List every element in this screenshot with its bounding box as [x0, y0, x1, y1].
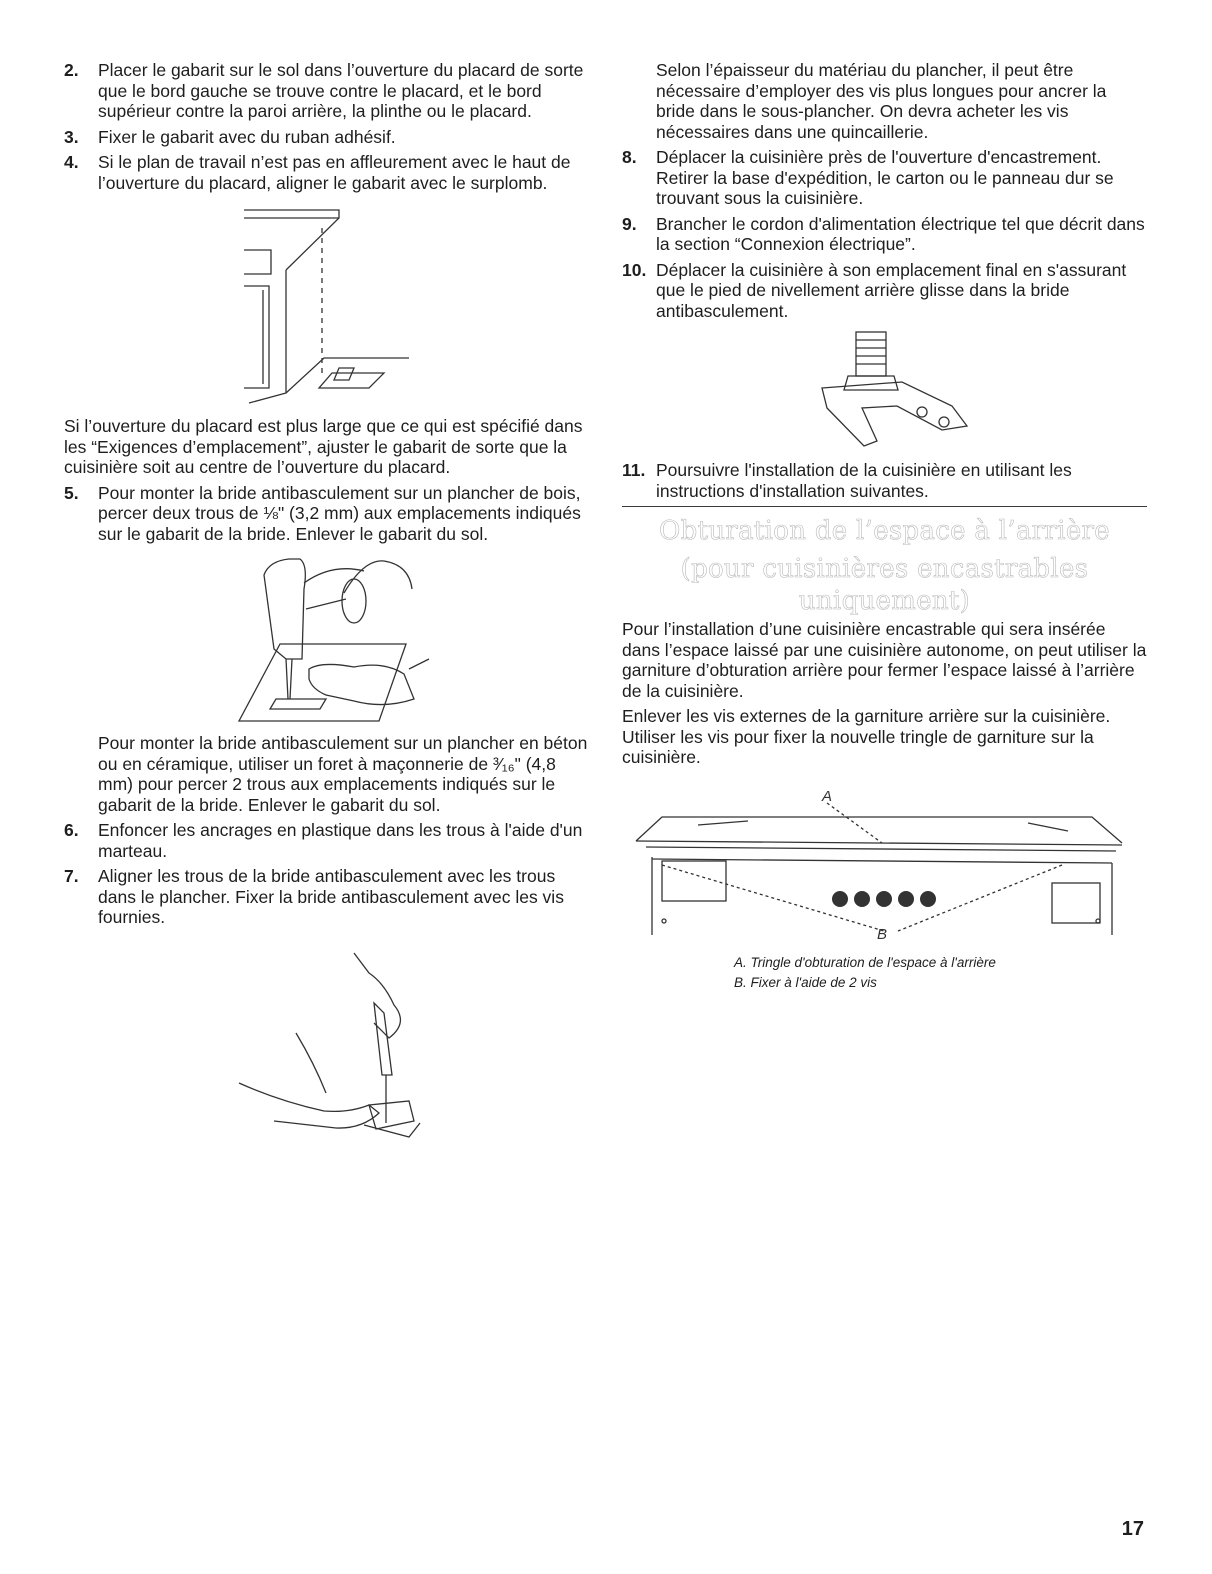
left-column — [64, 60, 594, 1154]
floor-material-paragraph: Selon l’épaisseur du matériau du plancher, il peut être nécessaire d’employer des vis plus longues pour ancrer la bride dans le sous-plancher. On devra acheter les vis nécessaires dans une quincaillerie. — [656, 60, 1107, 142]
step-4 — [64, 152, 594, 193]
step-number: 10. — [622, 259, 647, 280]
label-b: B — [877, 925, 888, 943]
step-3 — [64, 127, 594, 148]
step-7 — [64, 866, 594, 928]
step-text: Si le plan de travail n’est pas en affleurement avec le haut de l’ouverture du placard, aligner le gabarit avec le surplomb. — [98, 152, 571, 193]
step-number: 8. — [622, 147, 637, 167]
section-title-line-2: (pour cuisinières encastrables uniquement) — [680, 554, 1089, 616]
step-5 — [64, 483, 594, 545]
step-number: 3. — [64, 126, 79, 147]
step-10 — [622, 260, 1147, 322]
install-paragraph: Pour l’installation d’une cuisinière encastrable qui sera insérée dans l’espace laissé par une cuisinière autonome, on peut utiliser la garniture d’obturation arrière pour fermer l’espace laissé à l’arrière de la cuisinière. — [622, 619, 1147, 701]
screwdriver-illustration — [64, 933, 594, 1148]
label-a: A — [822, 787, 833, 805]
step-number: 11. — [622, 460, 646, 480]
step-text: Brancher le cordon d'alimentation électrique tel que décrit dans la section “Connexion électrique”. — [656, 213, 1145, 254]
step-number: 5. — [64, 482, 79, 503]
step-11 — [622, 460, 1147, 501]
section-divider — [622, 506, 1147, 507]
step-9 — [622, 214, 1147, 255]
step-8 — [622, 147, 1147, 209]
concrete-floor-paragraph: Pour monter la bride antibasculement sur un plancher en béton ou en céramique, utiliser un foret à maçonnerie de ³⁄₁₆" (4,8 mm) pour percer 2 trous aux emplacements indiqués sur le gabarit de la bride. Enlever le gabarit du sol. — [98, 733, 588, 815]
step-text: Pour monter la bride antibasculement sur un plancher de bois, percer deux trous de ⅛" (3,2 mm) aux emplacements indiqués sur le gabarit de la bride. Enlever le gabarit du sol. — [98, 482, 581, 544]
caption-a: A. Tringle d'obturation de l'espace à l'arrière — [734, 954, 996, 970]
step-text: Déplacer la cuisinière à son emplacement final en s'assurant que le pied de nivellement arrière glisse dans la bride antibasculement. — [656, 259, 1127, 321]
step-text: Déplacer la cuisinière près de l'ouverture d'encastrement. Retirer la base d'expédition, le carton ou le panneau dur se trouvant sous la cuisinière. — [656, 147, 1114, 208]
step-6 — [64, 820, 594, 861]
template-placement-illustration — [64, 198, 594, 410]
step-number: 2. — [64, 60, 79, 80]
page-number: 17 — [1121, 1518, 1144, 1540]
step-number: 6. — [64, 820, 79, 840]
drilling-illustration — [64, 549, 594, 727]
step-text: Fixer le gabarit avec du ruban adhésif. — [98, 126, 396, 147]
step-2 — [64, 60, 594, 122]
screws-paragraph: Enlever les vis externes de la garniture arrière sur la cuisinière. Utiliser les vis pour fixer la nouvelle tringle de garniture sur la cuisinière. — [622, 706, 1111, 767]
step-text: Placer le gabarit sur le sol dans l’ouverture du placard de sorte que le bord gauche se trouve contre le placard, et le bord supérieur contre la paroi arrière, la plinthe ou le placard. — [98, 60, 584, 121]
right-column — [622, 60, 1147, 992]
rear-trim-diagram — [622, 773, 1147, 948]
caption-b: B. Fixer à l'aide de 2 vis — [734, 974, 877, 990]
leveling-leg-illustration — [622, 326, 1147, 454]
step-number: 9. — [622, 213, 637, 234]
step-text: Poursuivre l'installation de la cuisinière en utilisant les instructions d'installation suivantes. — [656, 460, 1072, 501]
section-title-line-1: Obturation de l’espace à l’arrière — [659, 516, 1110, 546]
step-number: 4. — [64, 152, 79, 172]
wider-opening-paragraph: Si l’ouverture du placard est plus large que ce qui est spécifié dans les “Exigences d’emplacement”, ajuster le gabarit de sorte que la cuisinière soit au centre de l’ouverture du placard. — [64, 416, 583, 477]
step-text: Enfoncer les ancrages en plastique dans les trous à l'aide d'un marteau. — [98, 820, 583, 861]
step-number: 7. — [64, 866, 79, 886]
step-text: Aligner les trous de la bride antibasculement avec les trous dans le plancher. Fixer la bride antibasculement avec les vis fournies. — [98, 866, 564, 927]
